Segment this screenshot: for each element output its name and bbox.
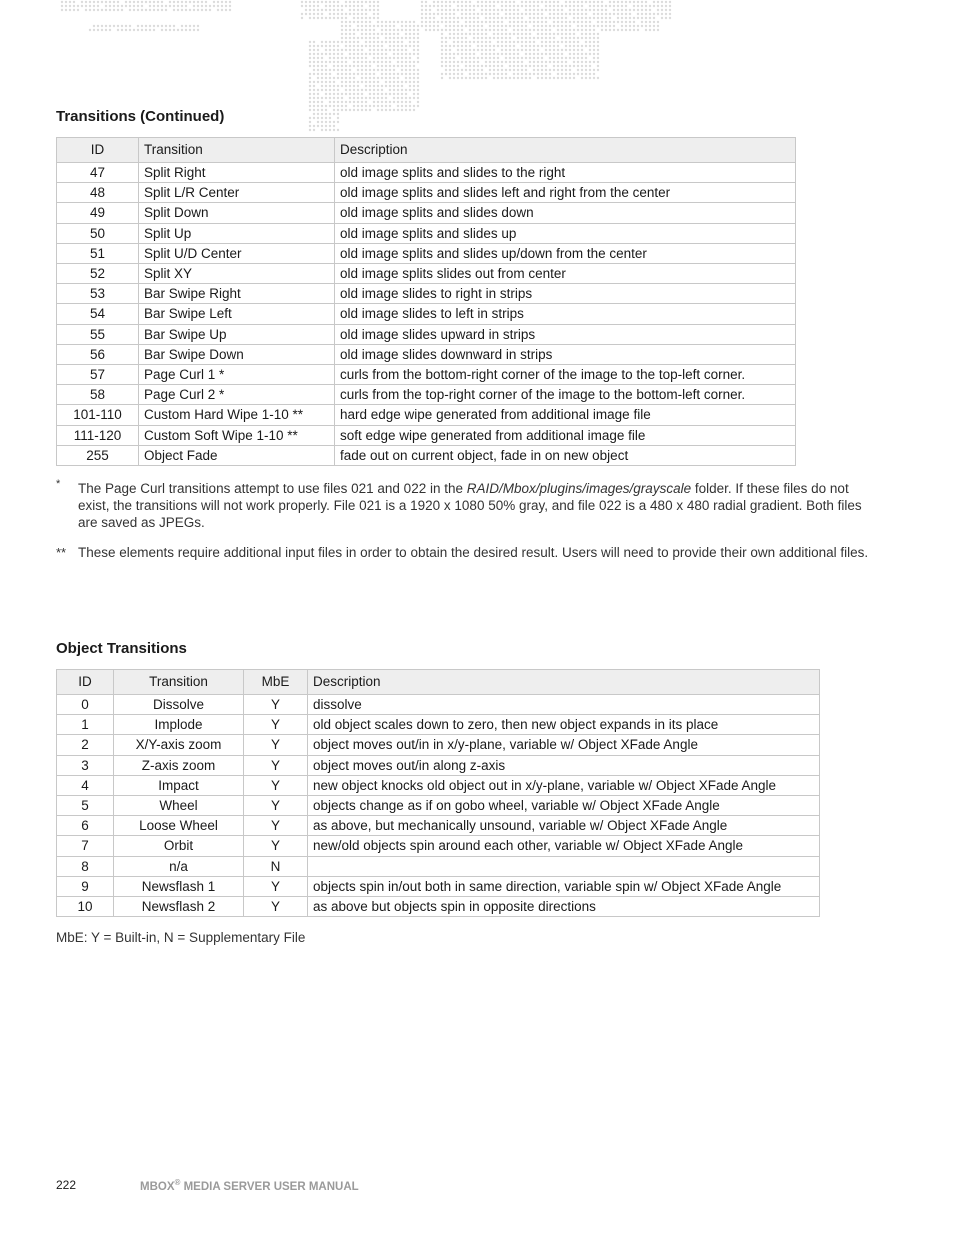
column-header-description: Description	[335, 138, 796, 163]
cell-id: 1	[57, 715, 114, 735]
cell-id: 255	[57, 445, 139, 465]
cell-mbe: Y	[244, 796, 308, 816]
cell-transition: Bar Swipe Right	[139, 284, 335, 304]
cell-id: 101-110	[57, 405, 139, 425]
cell-mbe: N	[244, 856, 308, 876]
table-row	[57, 775, 820, 795]
cell-id: 4	[57, 775, 114, 795]
table-row	[57, 425, 796, 445]
cell-description: curls from the bottom-right corner of the image to the top-left corner.	[335, 365, 796, 385]
manual-brand: MBOX	[140, 1180, 175, 1193]
footnote-text: folder. If these files do not exist, the transitions will not work properly. File 021 is a 1920 x 1080 50% gray, and file 022 is a 480 x 480 radial gradient. Both files are saved as JPEGs.	[78, 481, 862, 530]
cell-transition: Page Curl 2 *	[139, 385, 335, 405]
cell-description: old image splits and slides to the right	[335, 163, 796, 183]
cell-description: as above but objects spin in opposite directions	[308, 897, 820, 917]
cell-description: curls from the top-right corner of the image to the bottom-left corner.	[335, 385, 796, 405]
transitions-table	[56, 137, 796, 466]
cell-transition: Bar Swipe Up	[139, 324, 335, 344]
column-header-transition: Transition	[114, 670, 244, 695]
cell-description: hard edge wipe generated from additional image file	[335, 405, 796, 425]
cell-mbe: Y	[244, 735, 308, 755]
cell-id: 48	[57, 183, 139, 203]
cell-transition: Bar Swipe Down	[139, 344, 335, 364]
table-header-row	[57, 138, 796, 163]
cell-id: 55	[57, 324, 139, 344]
cell-id: 53	[57, 284, 139, 304]
cell-transition: Dissolve	[114, 695, 244, 715]
cell-id: 54	[57, 304, 139, 324]
cell-description: old image splits and slides up/down from the center	[335, 243, 796, 263]
table-row	[57, 304, 796, 324]
cell-mbe: Y	[244, 755, 308, 775]
cell-description	[308, 856, 820, 876]
cell-description: old image slides upward in strips	[335, 324, 796, 344]
table-row	[57, 445, 796, 465]
cell-description: old image splits and slides up	[335, 223, 796, 243]
cell-id: 47	[57, 163, 139, 183]
cell-transition: Wheel	[114, 796, 244, 816]
cell-mbe: Y	[244, 695, 308, 715]
footnote-text: The Page Curl transitions attempt to use files 021 and 022 in the	[78, 481, 467, 496]
cell-id: 50	[57, 223, 139, 243]
page-number: 222	[56, 1178, 77, 1192]
cell-transition: Newsflash 1	[114, 876, 244, 896]
cell-mbe: Y	[244, 836, 308, 856]
cell-id: 56	[57, 344, 139, 364]
table-row	[57, 344, 796, 364]
cell-mbe: Y	[244, 816, 308, 836]
table-row	[57, 876, 820, 896]
cell-description: soft edge wipe generated from additional image file	[335, 425, 796, 445]
cell-transition: Custom Hard Wipe 1-10 **	[139, 405, 335, 425]
table-row	[57, 816, 820, 836]
cell-id: 8	[57, 856, 114, 876]
cell-transition: Implode	[114, 715, 244, 735]
table-row	[57, 365, 796, 385]
table-row	[57, 796, 820, 816]
cell-id: 0	[57, 695, 114, 715]
table-row	[57, 163, 796, 183]
cell-id: 9	[57, 876, 114, 896]
footnote-marker-double: **	[56, 545, 67, 560]
cell-transition: Newsflash 2	[114, 897, 244, 917]
cell-id: 51	[57, 243, 139, 263]
column-header-mbe: MbE	[244, 670, 308, 695]
cell-transition: Split L/R Center	[139, 183, 335, 203]
cell-transition: Object Fade	[139, 445, 335, 465]
footnote-page-curl	[56, 480, 871, 531]
table-row	[57, 203, 796, 223]
footnote-marker-single: *	[56, 478, 61, 490]
table-row	[57, 695, 820, 715]
mbe-legend-note: MbE: Y = Built-in, N = Supplementary File	[56, 930, 306, 945]
table-row	[57, 836, 820, 856]
table-header-row	[57, 670, 820, 695]
column-header-transition: Transition	[139, 138, 335, 163]
cell-transition: Z-axis zoom	[114, 755, 244, 775]
cell-transition: Bar Swipe Left	[139, 304, 335, 324]
table-row	[57, 264, 796, 284]
cell-description: old object scales down to zero, then new object expands in its place	[308, 715, 820, 735]
cell-transition: X/Y-axis zoom	[114, 735, 244, 755]
cell-transition: Split U/D Center	[139, 243, 335, 263]
cell-id: 52	[57, 264, 139, 284]
cell-id: 6	[57, 816, 114, 836]
table-row	[57, 324, 796, 344]
cell-description: old image splits and slides left and right from the center	[335, 183, 796, 203]
cell-transition: Split Right	[139, 163, 335, 183]
cell-id: 58	[57, 385, 139, 405]
footnote-additional-files	[56, 544, 871, 561]
manual-title-rest: MEDIA SERVER USER MANUAL	[180, 1180, 359, 1193]
cell-id: 5	[57, 796, 114, 816]
cell-description: old image slides to left in strips	[335, 304, 796, 324]
table-row	[57, 856, 820, 876]
cell-id: 2	[57, 735, 114, 755]
cell-id: 10	[57, 897, 114, 917]
column-header-id: ID	[57, 670, 114, 695]
cell-mbe: Y	[244, 897, 308, 917]
cell-description: object moves out/in along z-axis	[308, 755, 820, 775]
table-row	[57, 405, 796, 425]
registered-mark: ®	[174, 1178, 181, 1187]
cell-description: object moves out/in in x/y-plane, variable w/ Object XFade Angle	[308, 735, 820, 755]
cell-id: 3	[57, 755, 114, 775]
table-row	[57, 897, 820, 917]
table-row	[57, 755, 820, 775]
section-title-object-transitions: Object Transitions	[56, 640, 187, 657]
cell-transition: Loose Wheel	[114, 816, 244, 836]
cell-transition: Impact	[114, 775, 244, 795]
cell-transition: Orbit	[114, 836, 244, 856]
cell-id: 7	[57, 836, 114, 856]
cell-transition: Split Down	[139, 203, 335, 223]
object-transitions-table	[56, 669, 820, 917]
cell-description: new object knocks old object out in x/y-plane, variable w/ Object XFade Angle	[308, 775, 820, 795]
footnote-folder-path: RAID/Mbox/plugins/images/grayscale	[466, 481, 692, 496]
cell-description: dissolve	[308, 695, 820, 715]
cell-transition: Split Up	[139, 223, 335, 243]
cell-description: objects change as if on gobo wheel, variable w/ Object XFade Angle	[308, 796, 820, 816]
column-header-id: ID	[57, 138, 139, 163]
table-row	[57, 223, 796, 243]
cell-mbe: Y	[244, 876, 308, 896]
cell-id: 111-120	[57, 425, 139, 445]
cell-transition: Page Curl 1 *	[139, 365, 335, 385]
table-row	[57, 284, 796, 304]
cell-description: objects spin in/out both in same direction, variable spin w/ Object XFade Angle	[308, 876, 820, 896]
table-row	[57, 715, 820, 735]
table-row	[57, 385, 796, 405]
cell-id: 49	[57, 203, 139, 223]
cell-id: 57	[57, 365, 139, 385]
cell-description: as above, but mechanically unsound, variable w/ Object XFade Angle	[308, 816, 820, 836]
table-row	[57, 735, 820, 755]
table-row	[57, 243, 796, 263]
section-title-transitions-continued: Transitions (Continued)	[56, 108, 225, 125]
cell-mbe: Y	[244, 715, 308, 735]
cell-mbe: Y	[244, 775, 308, 795]
cell-description: old image slides to right in strips	[335, 284, 796, 304]
cell-description: old image splits slides out from center	[335, 264, 796, 284]
table-row	[57, 183, 796, 203]
manual-title	[140, 1178, 359, 1193]
cell-description: old image splits and slides down	[335, 203, 796, 223]
column-header-description: Description	[308, 670, 820, 695]
cell-description: new/old objects spin around each other, variable w/ Object XFade Angle	[308, 836, 820, 856]
cell-description: old image slides downward in strips	[335, 344, 796, 364]
cell-description: fade out on current object, fade in on new object	[335, 445, 796, 465]
footnote-text: These elements require additional input files in order to obtain the desired result. Users will need to provide their own additional files.	[78, 545, 869, 560]
cell-transition: Split XY	[139, 264, 335, 284]
cell-transition: Custom Soft Wipe 1-10 **	[139, 425, 335, 445]
cell-transition: n/a	[114, 856, 244, 876]
